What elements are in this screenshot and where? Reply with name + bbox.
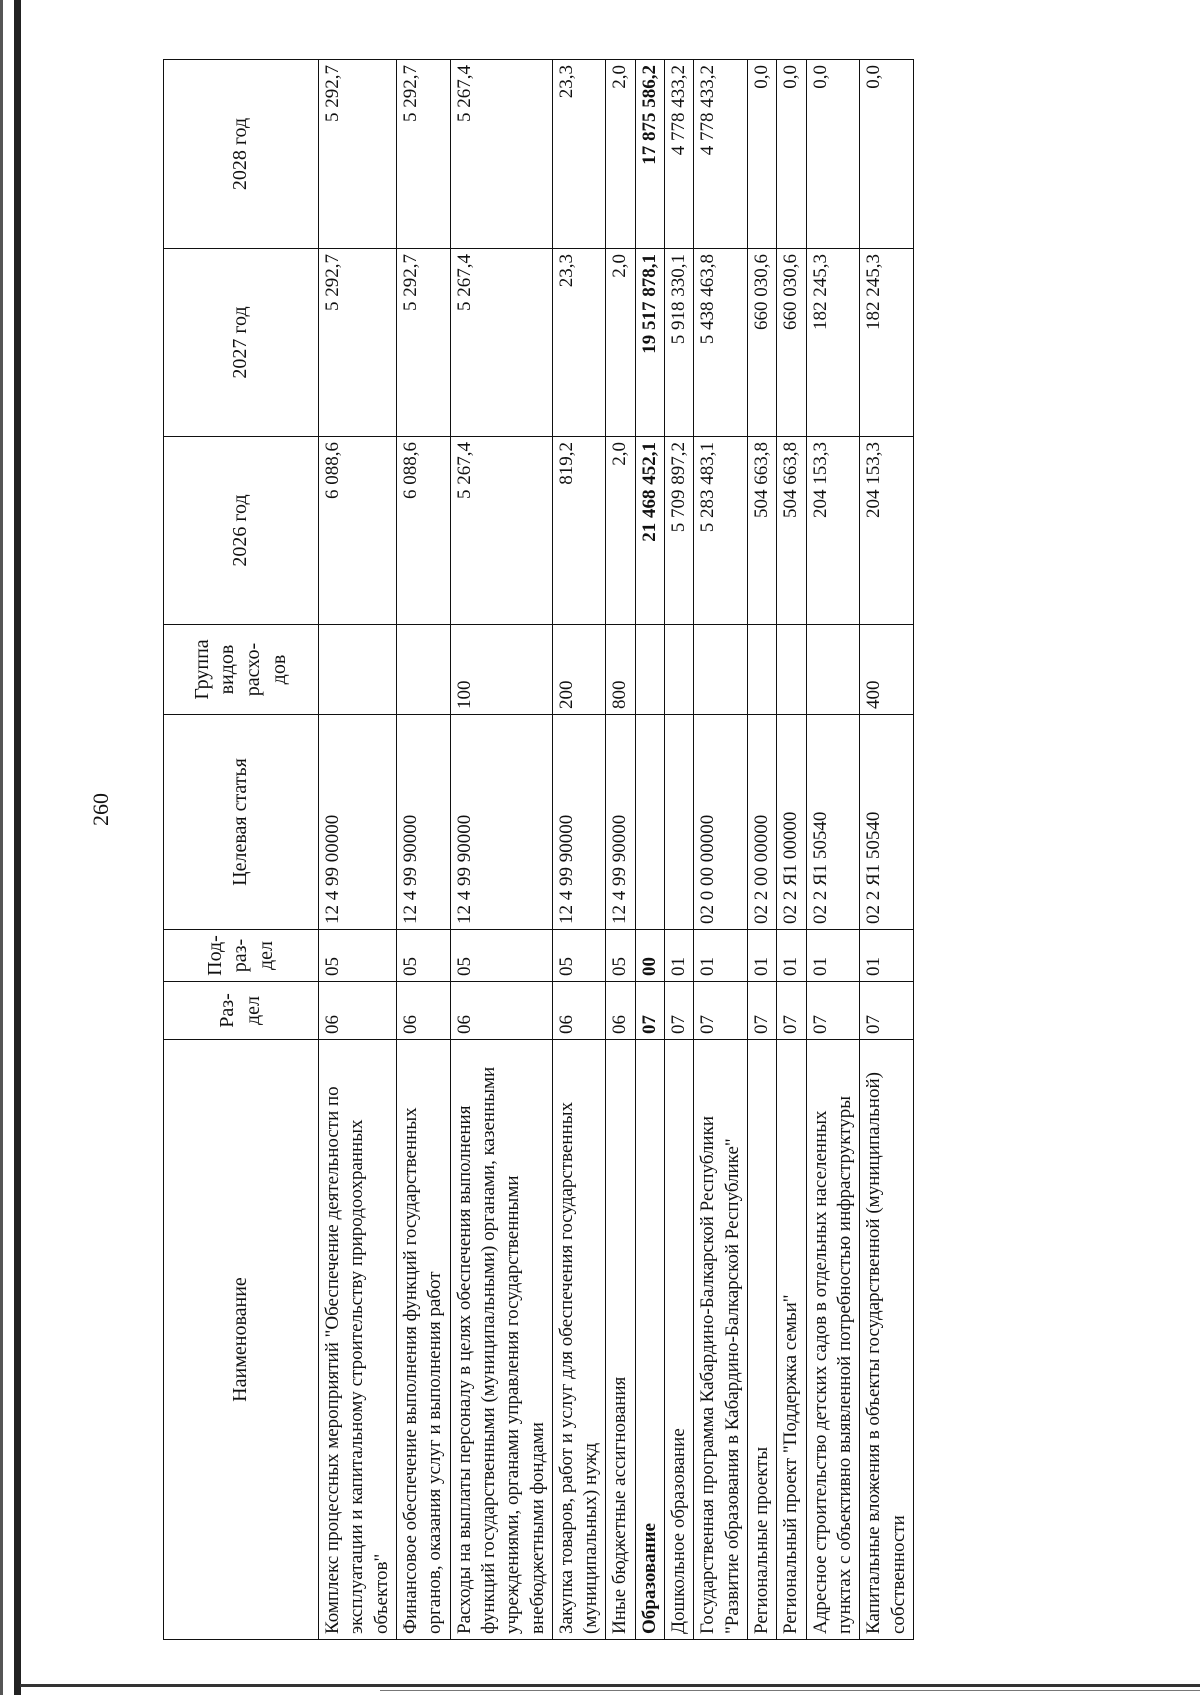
cell-2026: 504 663,8	[748, 437, 777, 625]
cell-gruppa	[319, 625, 397, 715]
cell-2026: 204 153,3	[860, 437, 914, 625]
cell-2027: 2,0	[606, 249, 635, 437]
cell-razdel: 07	[860, 982, 914, 1040]
table-row	[450, 60, 552, 1640]
cell-podrazdel: 01	[748, 930, 777, 982]
header-2027: 2027 год	[164, 249, 319, 437]
cell-podrazdel: 05	[552, 930, 606, 982]
table-row	[694, 60, 748, 1640]
table-header-row	[164, 60, 319, 1640]
cell-2028: 23,3	[552, 60, 606, 249]
cell-2026: 5 709 897,2	[665, 437, 694, 625]
budget-table	[163, 59, 914, 1640]
cell-razdel: 07	[806, 982, 860, 1040]
cell-name: Расходы на выплаты персоналу в целях обеспечения выполнения функций государственными (муниципальными) органами, казенными учреждениями, органами управления государственными внебюджетными фондами	[450, 1040, 552, 1640]
cell-2027: 23,3	[552, 249, 606, 437]
cell-name: Государственная программа Кабардино-Балкарской Республики "Развитие образования в Кабардино-Балкарской Республике"	[694, 1040, 748, 1640]
cell-2027: 5 292,7	[396, 249, 450, 437]
cell-gruppa: 100	[450, 625, 552, 715]
table-row	[665, 60, 694, 1640]
page-number: 260	[88, 793, 113, 826]
table-row	[777, 60, 806, 1640]
cell-name: Региональные проекты	[748, 1040, 777, 1640]
table-row	[606, 60, 635, 1640]
cell-celevaya	[635, 715, 664, 930]
cell-celevaya	[665, 715, 694, 930]
table-row	[860, 60, 914, 1640]
header-2026: 2026 год	[164, 437, 319, 625]
cell-2028: 0,0	[748, 60, 777, 249]
cell-name: Капитальные вложения в объекты государственной (муниципальной) собственности	[860, 1040, 914, 1640]
cell-gruppa: 800	[606, 625, 635, 715]
cell-2027: 5 918 330,1	[665, 249, 694, 437]
cell-podrazdel: 01	[777, 930, 806, 982]
cell-2027: 660 030,6	[748, 249, 777, 437]
cell-razdel: 06	[606, 982, 635, 1040]
cell-2028: 4 778 433,2	[665, 60, 694, 249]
cell-razdel: 07	[777, 982, 806, 1040]
rotated-table-container	[163, 60, 1063, 1640]
cell-podrazdel: 05	[319, 930, 397, 982]
cell-podrazdel: 01	[860, 930, 914, 982]
table-row	[396, 60, 450, 1640]
cell-podrazdel: 05	[450, 930, 552, 982]
cell-2026: 6 088,6	[396, 437, 450, 625]
cell-name: Адресное строительство детских садов в отдельных населенных пунктах с объективно выявленной потребностью инфраструктуры	[806, 1040, 860, 1640]
cell-podrazdel: 01	[694, 930, 748, 982]
cell-2026: 5 283 483,1	[694, 437, 748, 625]
cell-2027: 19 517 878,1	[635, 249, 664, 437]
cell-2026: 6 088,6	[319, 437, 397, 625]
scan-bottom-line	[20, 1684, 1200, 1687]
cell-name: Образование	[635, 1040, 664, 1640]
cell-2027: 5 438 463,8	[694, 249, 748, 437]
cell-razdel: 06	[450, 982, 552, 1040]
scan-bottom-line-secondary	[380, 1690, 1200, 1691]
cell-gruppa	[694, 625, 748, 715]
cell-celevaya: 12 4 99 90000	[396, 715, 450, 930]
cell-name: Иные бюджетные ассигнования	[606, 1040, 635, 1640]
cell-celevaya: 12 4 99 90000	[552, 715, 606, 930]
cell-razdel: 07	[694, 982, 748, 1040]
cell-gruppa	[748, 625, 777, 715]
cell-2028: 2,0	[606, 60, 635, 249]
cell-gruppa	[777, 625, 806, 715]
cell-celevaya: 02 2 Я1 00000	[777, 715, 806, 930]
cell-gruppa	[665, 625, 694, 715]
cell-celevaya: 12 4 99 90000	[450, 715, 552, 930]
table-row	[319, 60, 397, 1640]
cell-2026: 21 468 452,1	[635, 437, 664, 625]
header-razdel: Раз-дел	[164, 982, 319, 1040]
cell-podrazdel: 05	[606, 930, 635, 982]
cell-gruppa: 200	[552, 625, 606, 715]
cell-celevaya: 02 0 00 00000	[694, 715, 748, 930]
cell-2027: 182 245,3	[860, 249, 914, 437]
cell-2028: 0,0	[777, 60, 806, 249]
cell-gruppa	[635, 625, 664, 715]
cell-2027: 5 292,7	[319, 249, 397, 437]
cell-2026: 5 267,4	[450, 437, 552, 625]
cell-gruppa: 400	[860, 625, 914, 715]
cell-celevaya: 12 4 99 90000	[606, 715, 635, 930]
table-body	[319, 60, 914, 1640]
cell-podrazdel: 05	[396, 930, 450, 982]
cell-2027: 660 030,6	[777, 249, 806, 437]
cell-name: Комплекс процессных мероприятий "Обеспечение деятельности по эксплуатации и капитальному строительству природоохранных объектов"	[319, 1040, 397, 1640]
cell-gruppa	[806, 625, 860, 715]
cell-2028: 0,0	[860, 60, 914, 249]
cell-razdel: 07	[748, 982, 777, 1040]
scan-edge-line	[0, 0, 3, 1695]
cell-2026: 2,0	[606, 437, 635, 625]
cell-name: Финансовое обеспечение выполнения функций государственных органов, оказания услуг и выполнения работ	[396, 1040, 450, 1640]
cell-razdel: 07	[635, 982, 664, 1040]
header-2028: 2028 год	[164, 60, 319, 249]
cell-2026: 504 663,8	[777, 437, 806, 625]
cell-2027: 5 267,4	[450, 249, 552, 437]
header-podrazdel: Под-раз-дел	[164, 930, 319, 982]
cell-podrazdel: 01	[806, 930, 860, 982]
cell-2028: 5 292,7	[319, 60, 397, 249]
table-row	[806, 60, 860, 1640]
header-celevaya: Целевая статья	[164, 715, 319, 930]
cell-2026: 204 153,3	[806, 437, 860, 625]
cell-2027: 182 245,3	[806, 249, 860, 437]
scan-binding-bar	[14, 0, 21, 1695]
header-gruppa: Группа видов расхо-дов	[164, 625, 319, 715]
cell-celevaya: 12 4 99 00000	[319, 715, 397, 930]
header-name: Наименование	[164, 1040, 319, 1640]
cell-gruppa	[396, 625, 450, 715]
table-row	[552, 60, 606, 1640]
cell-podrazdel: 00	[635, 930, 664, 982]
cell-2028: 5 292,7	[396, 60, 450, 249]
cell-razdel: 06	[396, 982, 450, 1040]
cell-2026: 819,2	[552, 437, 606, 625]
cell-2028: 17 875 586,2	[635, 60, 664, 249]
cell-razdel: 07	[665, 982, 694, 1040]
cell-razdel: 06	[319, 982, 397, 1040]
table-row	[635, 60, 664, 1640]
cell-name: Закупка товаров, работ и услуг для обеспечения государственных (муниципальных) нужд	[552, 1040, 606, 1640]
cell-celevaya: 02 2 Я1 50540	[806, 715, 860, 930]
cell-2028: 5 267,4	[450, 60, 552, 249]
cell-name: Региональный проект "Поддержка семьи"	[777, 1040, 806, 1640]
cell-2028: 4 778 433,2	[694, 60, 748, 249]
cell-podrazdel: 01	[665, 930, 694, 982]
cell-2028: 0,0	[806, 60, 860, 249]
cell-razdel: 06	[552, 982, 606, 1040]
cell-celevaya: 02 2 Я1 50540	[860, 715, 914, 930]
cell-name: Дошкольное образование	[665, 1040, 694, 1640]
table-row	[748, 60, 777, 1640]
cell-celevaya: 02 2 00 00000	[748, 715, 777, 930]
